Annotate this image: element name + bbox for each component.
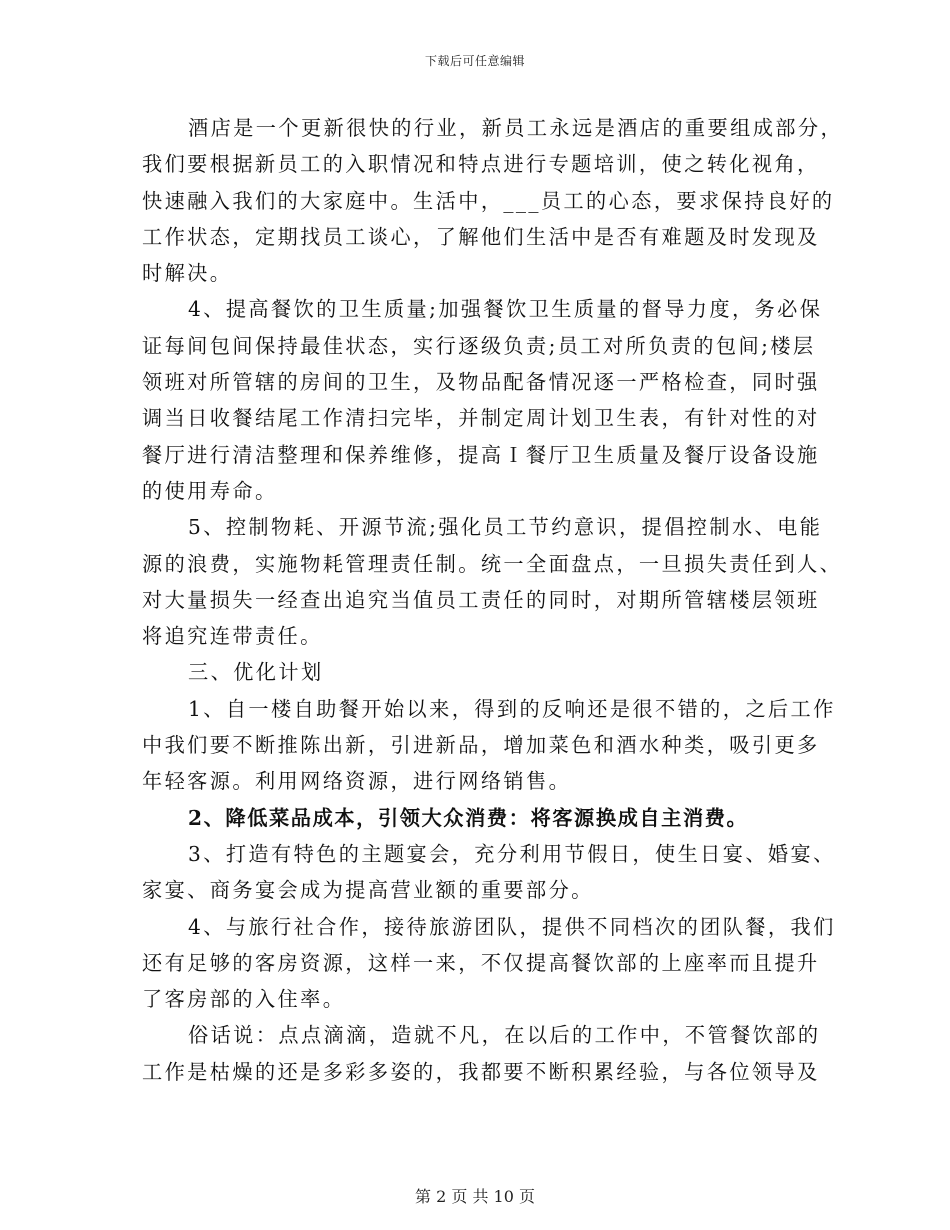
page-header: 下载后可任意编辑 bbox=[424, 54, 525, 68]
text-line: 源的浪费，实施物耗管理责任制。统一全面盘点，一旦损失责任到人、 bbox=[142, 551, 843, 576]
text-line: 我们要根据新员工的入职情况和特点进行专题培训，使之转化视角， bbox=[142, 152, 820, 177]
text-line: 的使用寿命。 bbox=[142, 478, 278, 503]
text-line: 了客房部的入住率。 bbox=[142, 987, 346, 1012]
text-line: 4、提高餐饮的卫生质量;加强餐饮卫生质量的督导力度，务必保 bbox=[188, 297, 823, 322]
text-line: 调当日收餐结尾工作清扫完毕，并制定周计划卫生表，有针对性的对 bbox=[142, 406, 820, 431]
text-line: 快速融入我们的大家庭中。生活中，___员工的心态，要求保持良好的 bbox=[142, 188, 835, 213]
document-body bbox=[142, 110, 844, 1090]
text-line: 还有足够的客房资源，这样一来，不仅提高餐饮部的上座率而且提升 bbox=[142, 950, 820, 975]
text-line: 领班对所管辖的房间的卫生，及物品配备情况逐一严格检查，同时强 bbox=[142, 370, 820, 395]
text-line: 将追究连带责任。 bbox=[142, 624, 323, 649]
text-line: 中我们要不断推陈出新，引进新品，增加菜色和酒水种类，吸引更多 bbox=[142, 733, 820, 758]
page-footer: 第 2 页 共 10 页 bbox=[415, 1187, 535, 1206]
text-line: 工作是枯燥的还是多彩多姿的，我都要不断积累经验，与各位领导及 bbox=[142, 1059, 820, 1084]
text-line: 年轻客源。利用网络资源，进行网络销售。 bbox=[142, 769, 572, 794]
text-line: 工作状态，定期找员工谈心，了解他们生活中是否有难题及时发现及 bbox=[142, 224, 820, 249]
text-line: 俗话说：点点滴滴，造就不凡，在以后的工作中，不管餐饮部的 bbox=[188, 1023, 821, 1048]
text-line: 2、降低菜品成本，引领大众消费：将客源换成自主消费。 bbox=[188, 805, 749, 830]
text-line: 家宴、商务宴会成为提高营业额的重要部分。 bbox=[142, 878, 594, 903]
text-line: 酒店是一个更新很快的行业，新员工永远是酒店的重要组成部分， bbox=[188, 116, 844, 140]
text-line: 5、控制物耗、开源节流;强化员工节约意识，提倡控制水、电能 bbox=[188, 515, 823, 540]
text-line: 对大量损失一经查出追究当值员工责任的同时，对期所管辖楼层领班 bbox=[142, 587, 820, 612]
text-line: 时解决。 bbox=[142, 261, 233, 286]
text-line: 1、自一楼自助餐开始以来，得到的反响还是很不错的，之后工作 bbox=[188, 696, 836, 721]
text-line: 3、打造有特色的主题宴会，充分利用节假日，使生日宴、婚宴、 bbox=[188, 841, 836, 866]
text-line: 4、与旅行社合作，接待旅游团队，提供不同档次的团队餐，我们 bbox=[188, 914, 836, 939]
text-line: 餐厅进行清洁整理和保养维修，提高Ｉ餐厅卫生质量及餐厅设备设施 bbox=[142, 442, 820, 467]
text-line: 证每间包间保持最佳状态，实行逐级负责;员工对所负责的包间;楼层 bbox=[142, 333, 816, 358]
text-line: 三、优化计划 bbox=[188, 660, 324, 685]
